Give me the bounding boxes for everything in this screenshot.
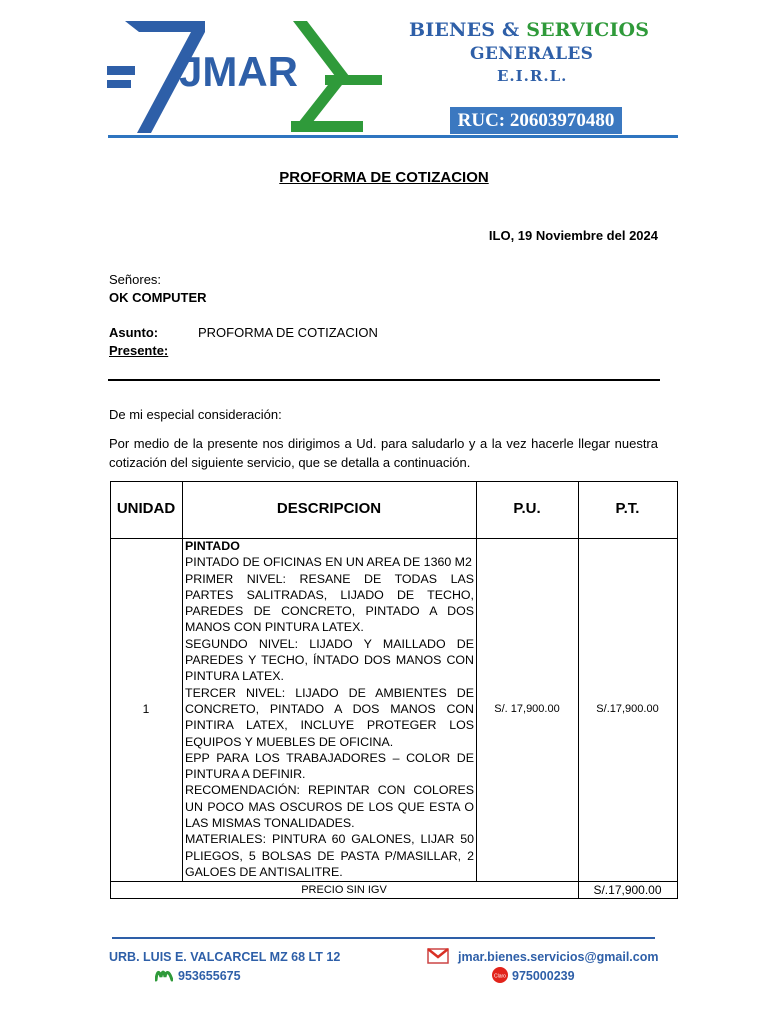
table-border-right bbox=[677, 481, 678, 899]
table-col-divider bbox=[182, 481, 183, 882]
row-unit: 1 bbox=[142, 702, 150, 716]
row-description bbox=[185, 538, 474, 880]
description-line: PRIMER NIVEL: RESANE DE TODAS LAS PARTES SALITRADAS, LIJADO DE TECHO, PAREDES DE CONCRETO, PINTADO A DOS MANOS CON PINTURA LATEX. bbox=[185, 571, 474, 635]
row-unit-price: S/. 17,900.00 bbox=[494, 703, 560, 715]
header-unidad: UNIDAD bbox=[116, 500, 176, 517]
section-divider bbox=[108, 379, 660, 381]
intro-greeting: De mi especial consideración: bbox=[109, 407, 282, 422]
description-line: SEGUNDO NIVEL: LIJADO Y MAILLADO DE PAREDES Y TECHO, ÍNTADO DOS MANOS CON PINTURA LATEX. bbox=[185, 636, 474, 684]
description-line: TERCER NIVEL: LIJADO DE AMBIENTES DE CONCRETO, PINTADO A DOS MANOS CON PINTIRA LATEX, INCLUYE PROTEGER LOS EQUIPOS Y MUEBLES DE OFICINA. bbox=[185, 685, 474, 749]
row-total-price: S/.17,900.00 bbox=[596, 703, 659, 715]
presente-label: Presente: bbox=[109, 343, 169, 358]
description-line: RECOMENDACIÓN: REPINTAR CON COLORES UN POCO MAS OSCUROS DE LOS QUE ESTA O LAS MISMAS TONALIDADES. bbox=[185, 783, 474, 831]
company-logo bbox=[105, 18, 390, 136]
footer-email: jmar.bienes.servicios@gmail.com bbox=[458, 950, 659, 964]
movistar-phone-icon bbox=[155, 968, 173, 982]
salutation-label: Señores: bbox=[109, 272, 162, 287]
recipient-name: OK COMPUTER bbox=[109, 290, 207, 305]
intro-body: Por medio de la presente nos dirigimos a Ud. para saludarlo y a la vez hacerle llegar nuestra cotización del siguiente servicio, que se detalla a continuación. bbox=[109, 436, 658, 470]
subtotal-label: PRECIO SIN IGV bbox=[301, 884, 387, 896]
company-name-line1: BIENES & SERVICIOS bbox=[409, 19, 650, 41]
header-descripcion: DESCRIPCION bbox=[276, 500, 382, 517]
footer-divider bbox=[112, 937, 655, 939]
svg-text:Claro: Claro bbox=[494, 973, 506, 980]
footer-phone-2: 975000239 bbox=[512, 969, 575, 983]
document-title: PROFORMA DE COTIZACION bbox=[279, 169, 489, 186]
subtotal-value: S/.17,900.00 bbox=[593, 883, 662, 897]
header-pt: P.T. bbox=[615, 500, 640, 517]
header-pu: P.U. bbox=[513, 500, 541, 517]
description-line: EPP PARA LOS TRABAJADORES – COLOR DE PINTURA A DEFINIR. bbox=[185, 750, 474, 782]
header-divider bbox=[108, 135, 678, 138]
footer-phone-1: 953655675 bbox=[178, 969, 241, 983]
table-border-top bbox=[110, 481, 678, 482]
claro-phone-icon bbox=[491, 966, 509, 984]
gmail-icon bbox=[427, 948, 449, 964]
subject-label: Asunto: bbox=[109, 325, 159, 340]
footer-address: URB. LUIS E. VALCARCEL MZ 68 LT 12 bbox=[109, 950, 341, 964]
company-type: E.I.R.L. bbox=[497, 67, 568, 85]
logo-text: JMAR bbox=[179, 48, 299, 95]
company-name-line2: GENERALES bbox=[470, 44, 594, 64]
company-name-servicios: SERVICIOS bbox=[526, 19, 650, 41]
ruc-badge: RUC: 20603970480 bbox=[450, 107, 622, 134]
description-line: MATERIALES: PINTURA 60 GALONES, LIJAR 50 PLIEGOS, 5 BOLSAS DE PASTA P/MASILLAR, 2 GALOES DE ANTISALITRE. bbox=[185, 832, 474, 879]
subject-value: PROFORMA DE COTIZACION bbox=[198, 325, 378, 340]
document-date: ILO, 19 Noviembre del 2024 bbox=[488, 228, 658, 243]
table-border-left bbox=[110, 481, 111, 899]
table-col-divider bbox=[578, 481, 579, 899]
table-row-divider bbox=[110, 881, 678, 882]
table-col-divider bbox=[476, 481, 477, 882]
description-line: PINTADO DE OFICINAS EN UN AREA DE 1360 M2 bbox=[185, 555, 472, 570]
description-title: PINTADO bbox=[185, 539, 240, 553]
table-border-bottom bbox=[110, 898, 678, 899]
